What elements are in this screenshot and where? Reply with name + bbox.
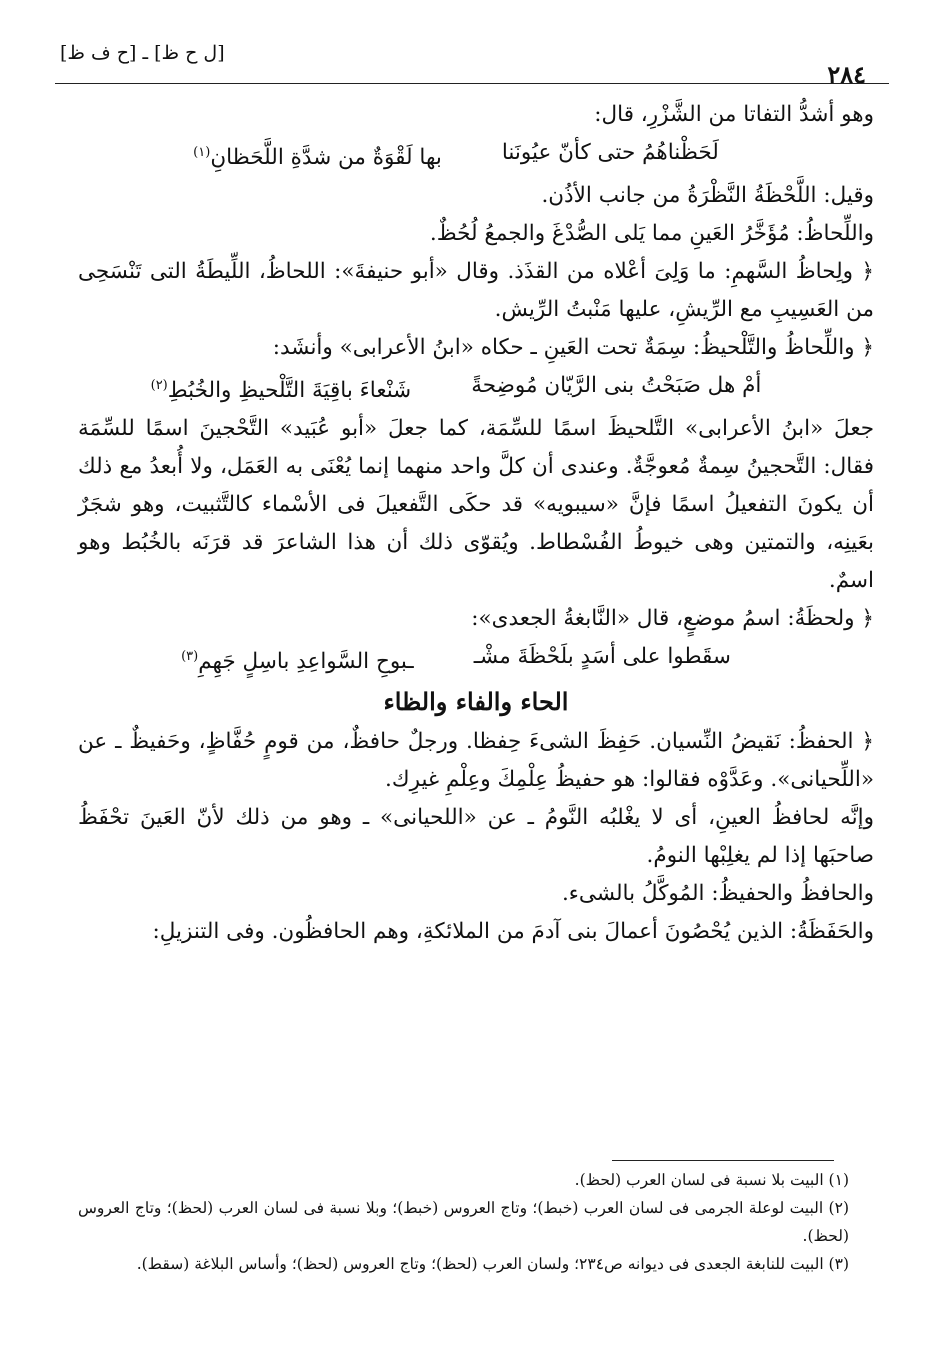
verse-hemistich-second <box>193 134 442 177</box>
footnote-reference: (١) <box>193 145 211 160</box>
verse-line <box>78 134 874 177</box>
running-head: [ل ح ظ] ـ [ح ف ظ] <box>60 42 225 64</box>
verse-hemistich-second <box>151 367 412 410</box>
verse-hemistich-first: لَحَظْناهُمُ حتى كأنّ عيُونَنا <box>501 140 719 165</box>
footnote: (٣) البيت للنابغة الجعدى فى ديوانه ص٢٣٤؛ ولسان العرب (لحظ)؛ وتاج العروس (لحظ)؛ وأساس البلاغة (سقط). <box>136 1255 849 1273</box>
footnote-divider <box>612 1160 834 1161</box>
verse-hemistich-first: سقَطوا على أسَدٍ بلَحْظَةَ مشْـ <box>473 644 731 670</box>
verse-hemistich-text: ـبوحِ السَّواعِدِ باسِلٍ جَهِمِ <box>198 649 414 675</box>
paragraph: ﴿ واللِّحاظُ والتَّلْحيظُ: سِمَةٌ تحت العَينِ ـ حكاه «ابنُ الأعرابى» وأنشَد: <box>272 335 874 361</box>
section-heading: الحاء والفاء والظاء <box>383 687 569 717</box>
paragraph: وهو أشدُّ التفاتا من الشَّزْرِ، قال: <box>594 102 874 127</box>
verse-hemistich-second <box>181 638 414 681</box>
footnote: (١) البيت بلا نسبة فى لسان العرب (لحظ). <box>574 1171 849 1189</box>
paragraph: وقيل: اللَّحْظَةُ النَّظْرَةُ من جانب الأذُن. <box>541 183 874 209</box>
verse-line <box>78 638 874 681</box>
header-divider <box>55 83 889 84</box>
footnote: (٢) البيت لوعلة الجرمى فى لسان العرب (خبط)؛ وتاج العروس (خبط)؛ وبلا نسبة فى لسان العرب (لحظ)؛ وتاج العروس (لحظ). <box>78 1199 849 1245</box>
paragraph: واللِّحاظُ: مُؤَخَّرُ العَينِ مما يَلى الصُّدْغَ والجمعُ لُحُظٌ. <box>429 221 874 247</box>
paragraph: ﴿ ولِحاظُ السَّهمِ: ما وَلِىَ أعْلاه من القذَذ. وقال «أبو حنيفةَ»: اللحاظُ، اللِّيطَةُ التى تَنْسَحِى من العَسِيبِ مع الرِّيشِ، عليها مَنْبتُ الرِّيش. <box>78 259 874 323</box>
footnote-reference: (٢) <box>150 378 168 394</box>
paragraph: ﴿ الحفظُ: نَقيضُ النِّسيان. حَفِظَ الشىءَ حِفظا. ورجلٌ حافظٌ، من قومٍ حُفَّاظٍ، وحَفيظٌ ـ عن «اللِّحيانى». وعَدَّوْه فقالوا: هو حفيظُ عِلْمِكَ وعِلْمِ غيرِك. <box>78 729 874 793</box>
footnote-reference: (٣) <box>181 649 199 665</box>
verse-hemistich-text: بها لَقْوَةٌ من شدَّةِ اللَّحَظانِ <box>210 145 442 171</box>
verse-line <box>78 367 874 410</box>
paragraph: والحَفَظَةُ: الذين يُحْصُونَ أعمالَ بنى آدمَ من الملائكةِ، وهم الحافظُون. وفى التنزيلِ: <box>152 919 874 945</box>
verse-hemistich-first: أمْ هل صَبَحْتُ بنى الرَّيّان مُوضِحةً <box>471 373 762 399</box>
footnotes <box>78 1166 849 1278</box>
paragraph: والحافظُ والحفيظُ: المُوكَّلُ بالشىء. <box>561 881 874 907</box>
paragraph: ﴿ ولحظَةُ: اسمُ موضعٍ، قال «النَّابغةُ الجعدى»: <box>471 606 874 632</box>
main-text <box>78 96 874 951</box>
paragraph: وإنَّه لحافظُ العينِ، أى لا يغْلبُه النَّومُ ـ عن «اللحيانى» ـ وهو من ذلك لأنّ العَينَ تحْفَظُ صاحبَها إذا لم يغلِبْها النومُ. <box>78 805 874 869</box>
verse-hemistich-text: شَنْعاءَ باقِيَةَ التَّلْحيظِ والخُبُطِ <box>167 378 412 404</box>
page-number: ٢٨٤ <box>827 60 866 89</box>
paragraph: جعلَ «ابنُ الأعرابى» التَّلحيظَ اسمًا للسِّمَة، كما جعلَ «أبو عُبَيد» التَّحْجينَ اسمًا للسِّمَة فقال: التَّحجينُ سِمةٌ مُعوجَّةٌ. وعندى أن كلَّ واحد منهما إنما يُعْنَى به العَمَل، ولا أُبعدُ مع ذلك أن يكونَ التفعيلُ اسمًا فإنَّ «سيبويه» قد حكَى التَّفعيلَ فى الأسْماء كالتَّثبيت، وهو شجَرٌ بعَينِه، والتمتين وهى خيوطُ الفُسْطاط. ويُقوّى ذلك أن هذا الشاعرَ قد قرَنَه بالخُبُط وهو اسمٌ. <box>78 416 874 594</box>
